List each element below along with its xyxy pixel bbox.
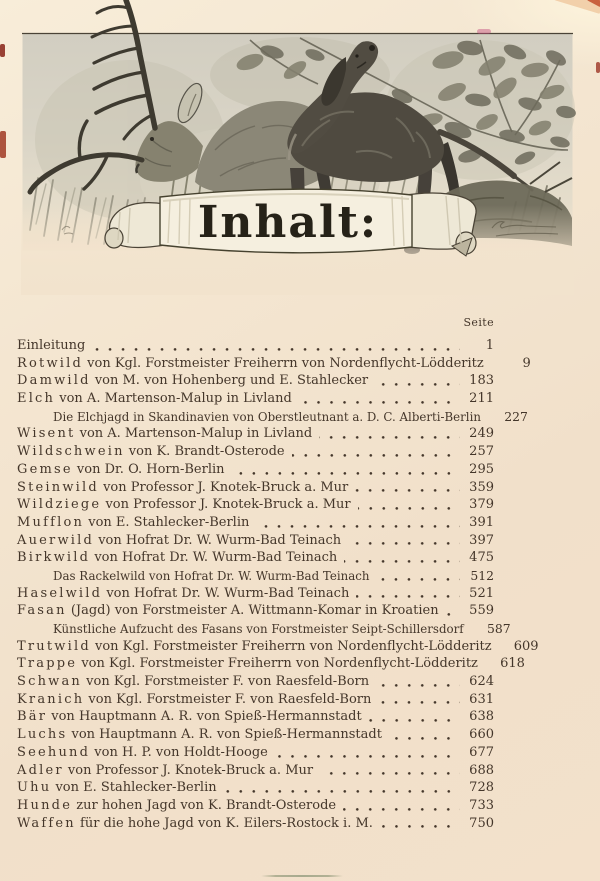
section-end-rule [261,875,343,877]
entry-rest: von H. P. von Holdt-Hooge [94,744,268,760]
toc-list [17,337,539,832]
toc-entry [17,461,494,479]
page-number: 391 [469,514,494,530]
page-number: 559 [469,603,494,619]
leader-dots [485,655,491,673]
entry-title [17,549,337,567]
toc-entry [17,815,494,833]
leader-dots [499,638,505,656]
entry-title [17,461,225,479]
page-number: 733 [469,797,494,813]
page-number: 677 [469,744,494,760]
leader-dots [275,744,460,762]
entry-title [17,372,368,390]
page-number: 295 [469,461,494,477]
toc-entry [17,567,494,585]
entry-rest: zur hohen Jagd von K. Brandt-Osterode [76,797,337,813]
toc-entry [17,602,494,620]
page-number: 618 [500,656,525,672]
banner-title: Inhalt: [197,197,379,248]
entry-rest: von Professor J. Knotek-Bruck a. Mur [67,762,314,778]
leader-dots [319,425,460,443]
entry-title [17,638,492,656]
entry-rest: von Kgl. Forstmeister Freiherrn von Nordenflycht-Lödderitz [81,656,478,672]
entry-term: Hunde [17,797,73,813]
entry-term: Waffen [17,815,76,831]
toc-entry [17,443,494,461]
entry-title [17,585,349,603]
page-number: 9 [522,355,531,371]
entry-title [17,762,313,780]
page-edge-mark [0,131,6,158]
entry-term: Wisent [17,426,76,442]
page-column-header: Seite [463,316,494,329]
leader-dots [348,532,460,550]
entry-title [17,708,362,726]
entry-title [17,479,348,497]
entry-title [17,443,285,461]
entry-rest: von K. Brandt-Osterode [128,444,285,460]
toc-entry [17,691,494,709]
leader-dots [491,355,497,373]
entry-rest: Die Elchjagd in Skandinavien von Oberstleutnant a. D. C. Alberti-Berlin [53,409,481,424]
page-number: 624 [469,674,494,690]
entry-title [17,532,341,550]
leader-dots [369,708,460,726]
entry-term: Seehund [17,744,91,760]
entry-title [17,797,336,815]
entry-term: Uhu [17,780,52,796]
entry-title [17,655,478,673]
toc-entry [17,514,494,532]
page-number: 257 [469,444,494,460]
toc-entry [17,355,531,373]
leader-dots [292,443,460,461]
entry-rest: Künstliche Aufzucht des Fasans von Forstmeister Seipt-Schillersdorf [53,622,464,636]
page-number: 631 [469,691,494,707]
entry-title [17,337,85,355]
page-number: 587 [486,621,511,636]
leader-dots [92,337,460,355]
leader-dots [380,815,460,833]
scan-smudge [477,29,491,34]
entry-title [17,514,249,532]
page-number: 379 [469,497,494,513]
toc-entry [17,779,494,797]
entry-term: Fasan [17,603,67,619]
toc-entry [17,549,494,567]
page-number: 359 [469,479,494,495]
entry-rest: von Hofrat Dr. W. Wurm-Bad Teinach [98,532,342,548]
toc-entry [17,744,494,762]
entry-term: Trutwild [17,638,91,654]
leader-dots [358,496,460,514]
toc-entry [17,655,525,673]
entry-title [17,355,484,373]
entry-term: Wildziege [17,497,102,513]
leader-dots [488,408,494,426]
header-illustration [0,0,600,300]
toc-entry [17,673,494,691]
page-number: 249 [469,426,494,442]
entry-title [53,409,481,427]
leader-dots [471,620,477,638]
entry-title [17,815,373,833]
entry-term: Rotwild [17,355,84,371]
page-edge-mark [596,62,600,73]
page-number: 475 [469,550,494,566]
toc-entry [17,372,494,390]
entry-rest: von A. Martenson-Malup in Livland [59,391,292,407]
page-number: 397 [469,532,494,548]
entry-rest: von Professor J. Knotek-Bruck a. Mur [105,497,351,513]
entry-rest: von Professor J. Knotek-Bruck a. Mur [103,479,349,495]
entry-term: Steinwild [17,479,99,495]
entry-rest: von A. Martenson-Malup in Livland [79,426,313,442]
toc-entry [17,797,494,815]
entry-term: Schwan [17,674,83,690]
entry-term: Birkwild [17,550,91,566]
entry-rest: von M. von Hohenberg und E. Stahlecker [94,373,369,389]
toc-entry [17,390,494,408]
entry-title [53,568,369,586]
page-number: 521 [469,585,494,601]
page-number: 638 [469,709,494,725]
entry-rest: von Hauptmann A. R. von Spieß-Hermannstadt [71,727,382,743]
page-number: 1 [485,338,494,353]
entry-title [17,602,439,620]
page-edge-mark [0,44,5,57]
leader-dots [389,726,460,744]
leader-dots [375,372,460,390]
entry-title [17,425,312,443]
leader-dots [299,390,460,408]
entry-term: Damwild [17,373,91,389]
toc-entry [17,337,494,355]
entry-term: Haselwild [17,585,103,601]
entry-term: Elch [17,391,56,407]
entry-rest: (Jagd) von Forstmeister A. Wittmann-Komar in Kroatien [70,603,439,619]
entry-rest: von Kgl. Forstmeister Freiherrn von Nordenflycht-Lödderitz [87,355,484,371]
entry-rest: für die hohe Jagd von K. Eilers-Rostock i. M. [80,815,373,831]
page-number: 211 [469,391,494,407]
entry-title [53,621,464,639]
leader-dots [256,514,460,532]
entry-title [17,779,217,797]
page-number: 183 [469,373,494,389]
entry-term: Luchs [17,727,68,743]
toc-entry [17,532,494,550]
entry-rest: von E. Stahlecker-Berlin [88,514,250,530]
entry-rest: von Hofrat Dr. W. Wurm-Bad Teinach [106,585,350,601]
toc-entry [17,585,494,603]
leader-dots [224,779,460,797]
entry-term: Gemse [17,461,73,477]
entry-rest: Das Rackelwild von Hofrat Dr. W. Wurm-Bad Teinach [53,568,370,583]
entry-rest: von E. Stahlecker-Berlin [55,780,217,796]
page-number: 750 [469,815,494,831]
entry-term: Wildschwein [17,444,125,460]
page-number: 227 [504,408,528,424]
entry-term: Bär [17,709,48,725]
leader-dots [344,549,460,567]
entry-rest: von Dr. O. Horn-Berlin [76,461,225,477]
toc-entry [17,408,528,426]
entry-title [17,726,382,744]
entry-rest: von Kgl. Forstmeister Freiherrn von Nordenflycht-Lödderitz [95,638,492,654]
entry-rest: von Kgl. Forstmeister F. von Raesfeld-Born [88,691,372,707]
entry-rest: von Hauptmann A. R. von Spieß-Hermannstadt [51,709,362,725]
leader-dots [355,479,460,497]
toc-entry [17,638,539,656]
toc-entry [17,425,494,443]
entry-term: Trappe [17,656,78,672]
table-of-contents [17,313,539,832]
entry-rest: Einleitung [17,338,86,353]
entry-title [17,744,268,762]
leader-dots [343,797,460,815]
inhalt-banner [105,189,476,256]
entry-title [17,691,371,709]
entry-term: Adler [17,762,64,778]
leader-dots [376,673,460,691]
entry-title [17,496,351,514]
page-number: 609 [513,638,539,654]
leader-dots [356,585,460,603]
toc-entry [17,762,494,780]
leader-dots [446,602,460,620]
toc-entry [17,708,494,726]
toc-entry [17,496,494,514]
page-number: 728 [469,780,494,796]
leader-dots [378,691,460,709]
page-number: 660 [469,727,494,743]
entry-rest: von Hofrat Dr. W. Wurm-Bad Teinach [94,550,338,566]
toc-entry [17,726,494,744]
leader-dots [376,567,460,585]
entry-term: Kranich [17,691,85,707]
page-number: 688 [469,762,494,778]
page-number: 512 [470,567,494,583]
entry-term: Mufflon [17,514,85,530]
entry-term: Auerwild [17,532,95,548]
leader-dots [232,461,460,479]
entry-title [17,673,369,691]
leader-dots [320,762,460,780]
entry-rest: von Kgl. Forstmeister F. von Raesfeld-Born [86,674,370,690]
toc-entry [17,479,494,497]
entry-title [17,390,292,408]
toc-entry [17,620,511,638]
